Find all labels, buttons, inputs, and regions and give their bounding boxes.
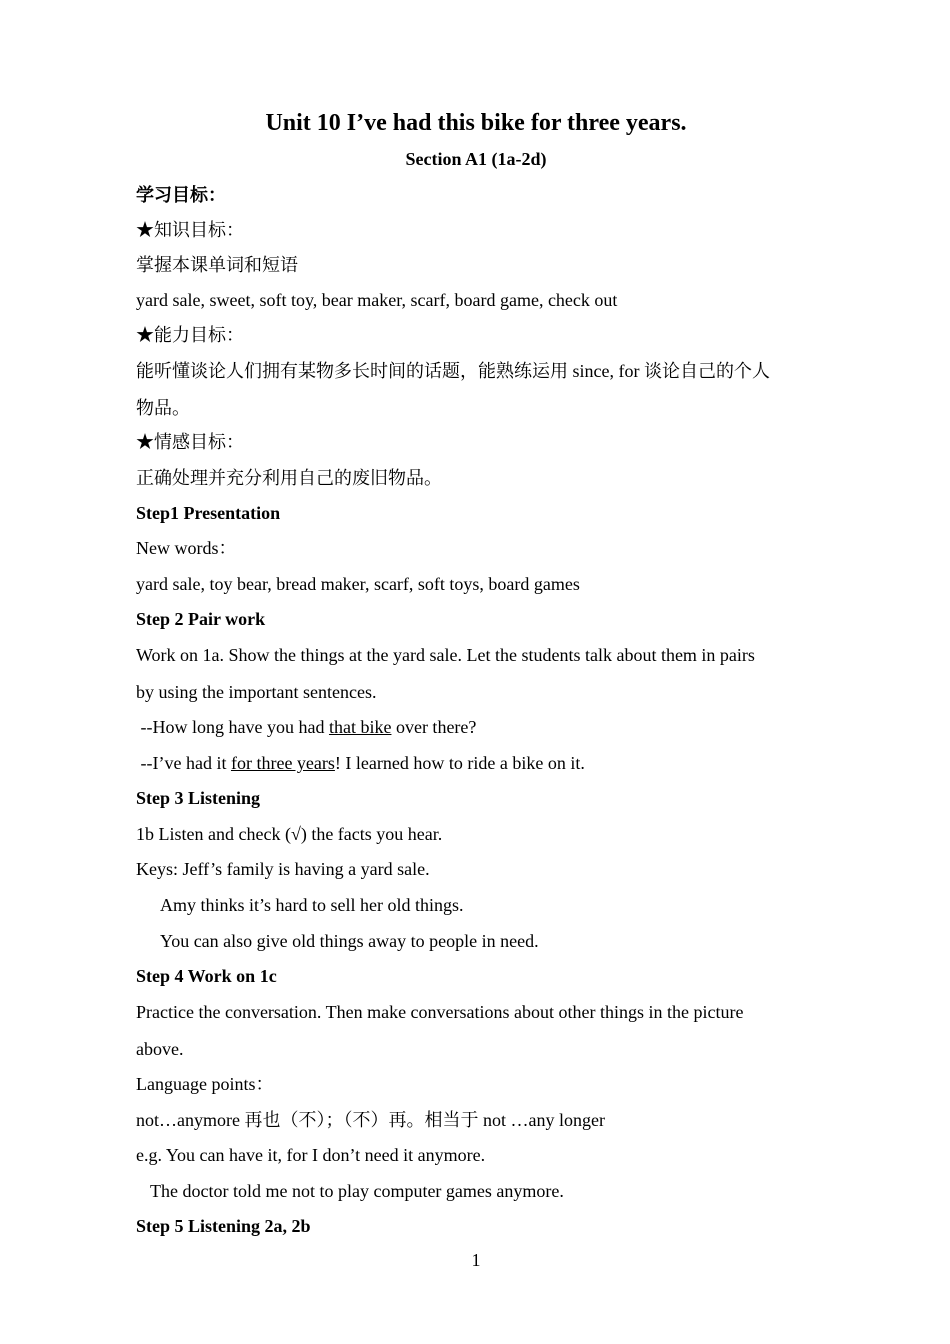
document-page [136, 0, 816, 1344]
step3-heading: Step 3 Listening [136, 788, 261, 808]
emotion-objective-label: ★情感目标： [136, 432, 244, 452]
example-question-underlined: that bike [328, 717, 392, 737]
emotion-objective-text: 正确处理并充分利用自己的废旧物品。 [136, 468, 442, 488]
listening-key-2: Amy thinks it’s hard to sell her old things. [160, 895, 464, 915]
knowledge-word-list: yard sale, sweet, soft toy, bear maker, scarf, board game, check out [136, 290, 618, 310]
listening-task: 1b Listen and check (√) the facts you hear. [136, 824, 443, 844]
ability-objective-label: ★能力目标： [136, 325, 244, 345]
step4-description-line2: above. [136, 1039, 184, 1059]
section-subtitle: Section A1 (1a-2d) [405, 149, 547, 169]
example-question-start: --How long have you had [136, 717, 329, 737]
example-question-end: over there? [391, 717, 477, 737]
language-points-label: Language points： [136, 1074, 274, 1094]
step2-description-line2: by using the important sentences. [136, 682, 377, 702]
listening-key-3: You can also give old things away to people in need. [160, 931, 539, 951]
new-words-list: yard sale, toy bear, bread maker, scarf, soft toys, board games [136, 574, 580, 594]
step1-heading: Step1 Presentation [136, 503, 281, 523]
step2-heading: Step 2 Pair work [136, 609, 266, 629]
ability-objective-text-line2: 物品。 [136, 398, 190, 418]
listening-key-1: Keys: Jeff’s family is having a yard sale. [136, 859, 430, 879]
objectives-heading: 学习目标： [136, 185, 226, 205]
step4-heading: Step 4 Work on 1c [136, 966, 277, 986]
example-sentence-2: The doctor told me not to play computer games anymore. [150, 1181, 564, 1201]
step2-description-line1: Work on 1a. Show the things at the yard sale. Let the students talk about them in pairs [136, 645, 755, 665]
example-answer-start: --I’ve had it [136, 753, 231, 773]
step4-description-line1: Practice the conversation. Then make conversations about other things in the picture [136, 1002, 744, 1022]
example-sentence-1: e.g. You can have it, for I don’t need it anymore. [136, 1145, 486, 1165]
example-answer [136, 752, 585, 774]
example-answer-end: ! I learned how to ride a bike on it. [334, 753, 585, 773]
document-title: Unit 10 I’ve had this bike for three years. [265, 110, 687, 136]
ability-objective-text-line1: 能听懂谈论人们拥有某物多长时间的话题，能熟练运用 since, for 谈论自己的个人 [136, 361, 770, 381]
example-answer-underlined: for three years [230, 753, 335, 773]
step5-heading: Step 5 Listening 2a, 2b [136, 1216, 311, 1236]
knowledge-objective-text: 掌握本课单词和短语 [136, 255, 298, 275]
new-words-label: New words： [136, 538, 237, 558]
knowledge-objective-label: ★知识目标： [136, 220, 244, 240]
language-point-1: not…anymore 再也（不）；（不）再。相当于 not …any longer [136, 1110, 605, 1130]
example-question [136, 716, 476, 738]
page-number: 1 [471, 1250, 481, 1270]
